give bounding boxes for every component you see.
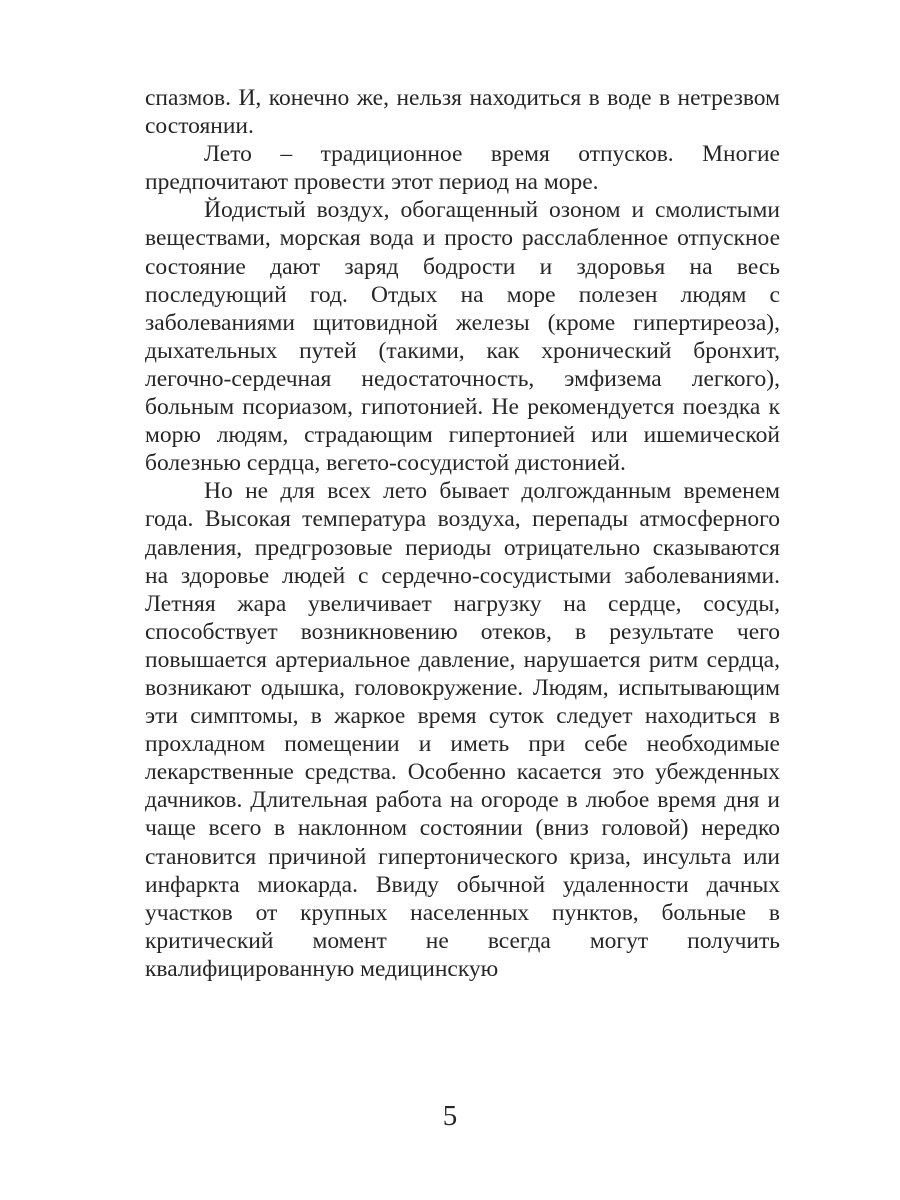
paragraph-summer-vacation: Лето – традиционное время отпусков. Многие предпочитают провести этот период на море. (145, 141, 780, 196)
paragraph-summer-heat-risks: Но не для всех лето бывает долгожданным временем года. Высокая температура воздуха, перепады атмосферного давления, предгрозовые периоды отрицательно сказываются на здоровье людей с сердечно-сосудистыми заболеваниями. Летняя жара увеличивает нагрузку на сердце, сосуды, способствует возникновению отеков, в результате чего повышается артериальное давление, нарушается ритм сердца, возникают одышка, головокружение. Людям, испытывающим эти симптомы, в жаркое время суток следует находиться в прохладном помещении и иметь при себе необходимые лекарственные средства. Особенно касается это убежденных дачников. Длительная работа на огороде в любое время дня и чаще всего в наклонном состоянии (вниз головой) нередко становится причиной гипертонического криза, инсульта или инфаркта миокарда. Ввиду обычной удаленности дачных участков от крупных населенных пунктов, больные в критический момент не всегда могут получить квалифицированную медицинскую (145, 478, 780, 982)
page-number: 5 (442, 1100, 458, 1132)
paragraph-continuation: спазмов. И, конечно же, нельзя находиться в воде в нетрезвом состоянии. (145, 85, 780, 140)
paragraph-sea-benefits: Йодистый воздух, обогащенный озоном и смолистыми веществами, морская вода и просто расслабленное отпускное состояние дают заряд бодрости и здоровья на весь последующий год. Отдых на море полезен людям с заболеваниями щитовидной железы (кроме гипертиреоза), дыхательных путей (такими, как хронический бронхит, легочно-сердечная недостаточность, эмфизема легкого), больным псориазом, гипотонией. Не рекомендуется поездка к морю людям, страдающим гипертонией или ишемической болезнью сердца, вегето-сосудистой дистонией. (145, 197, 780, 477)
body-text (145, 84, 780, 983)
